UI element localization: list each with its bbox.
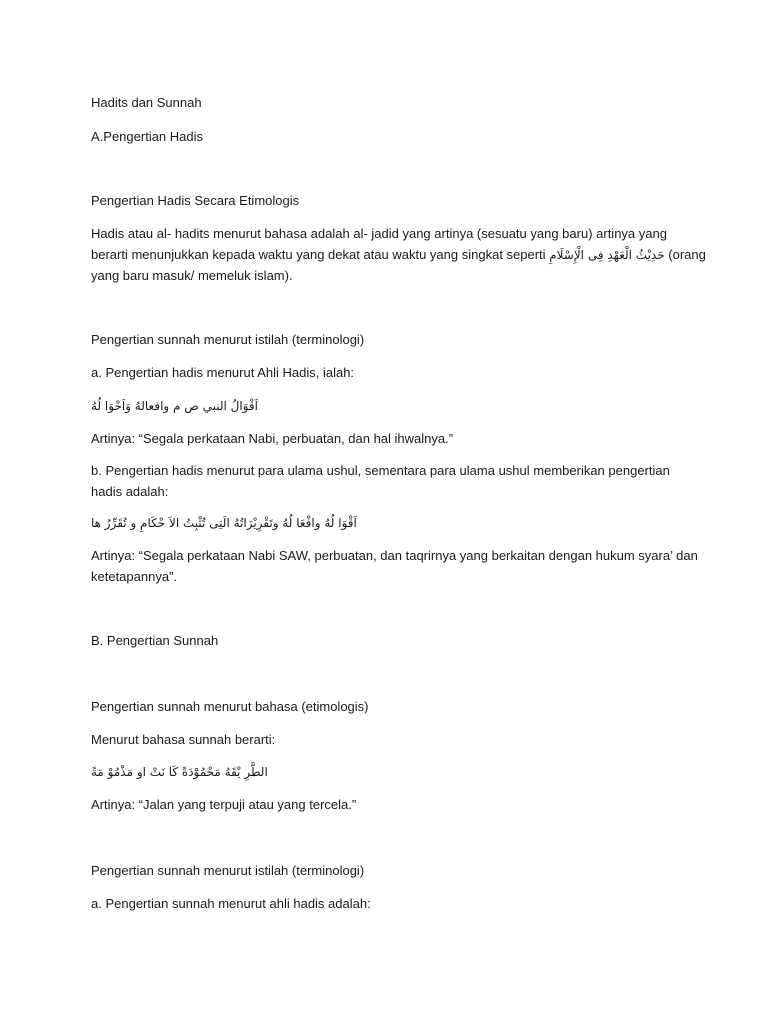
ulama-ushul-arabic-text: اَقْوَا لُهُ وافْعَا لُهُ وتَقْرِيْرَاتُهُ الَتِى تُثْبِتُ الاَ حْكَامِ و تُقَرِّرُ ها (91, 516, 357, 530)
sunnah-bahasa-arabic-text: الطَّرِ يْقَهُ مَحْمُوْدَةً كَا نَتْ او مَذْمُوْ مَةً (91, 765, 268, 779)
ulama-ushul-meaning-line-1: Artinya: “Segala perkataan Nabi SAW, perbuatan, dan taqrirnya yang berkaitan dengan hukum syara’ dan (91, 548, 698, 563)
ulama-ushul-meaning-line-2: ketetapannya”. (91, 569, 178, 584)
ahli-hadis-arabic-text: اَقْوَالُ النبي ص م وافعالهُ وَاَحْوَا لُهُ (91, 399, 258, 413)
arabic-phrase: حَدِيْثُ الْعَهْدِ فِى الْإِسْلَامِ (549, 248, 665, 262)
etimologis-paragraph-line-1: Hadis atau al- hadits menurut bahasa adalah al- jadid yang artinya (sesuatu yang baru) artinya yang (91, 226, 667, 241)
etimologis-paragraph-line-3: yang baru masuk/ memeluk islam). (91, 268, 293, 283)
etimologis-paragraph-text-end: (orang (668, 247, 706, 262)
document-title: Hadits dan Sunnah (91, 95, 202, 110)
ahli-hadis-sunnah-heading: a. Pengertian sunnah menurut ahli hadis adalah: (91, 896, 371, 911)
section-b-heading: B. Pengertian Sunnah (91, 633, 219, 648)
ahli-hadis-heading: a. Pengertian hadis menurut Ahli Hadis, ialah: (91, 365, 355, 380)
sunnah-bahasa-intro: Menurut bahasa sunnah berarti: (91, 732, 276, 747)
ahli-hadis-meaning: Artinya: “Segala perkataan Nabi, perbuatan, dan hal ihwalnya.” (91, 431, 454, 446)
ulama-ushul-line-1: b. Pengertian hadis menurut para ulama ushul, sementara para ulama ushul memberikan pengertian (91, 463, 670, 478)
terminologi-heading: Pengertian sunnah menurut istilah (terminologi) (91, 332, 365, 347)
sunnah-bahasa-meaning: Artinya: “Jalan yang terpuji atau yang tercela.” (91, 797, 357, 812)
sunnah-bahasa-heading: Pengertian sunnah menurut bahasa (etimologis) (91, 699, 369, 714)
ulama-ushul-line-2: hadis adalah: (91, 484, 169, 499)
terminologi-heading-2: Pengertian sunnah menurut istilah (terminologi) (91, 863, 365, 878)
etimologis-paragraph-text: berarti menunjukkan kepada waktu yang dekat atau waktu yang singkat seperti (91, 247, 546, 262)
etimologis-paragraph-line-2 (91, 244, 706, 266)
section-a-heading: A.Pengertian Hadis (91, 129, 204, 144)
etimologis-heading: Pengertian Hadis Secara Etimologis (91, 193, 300, 208)
